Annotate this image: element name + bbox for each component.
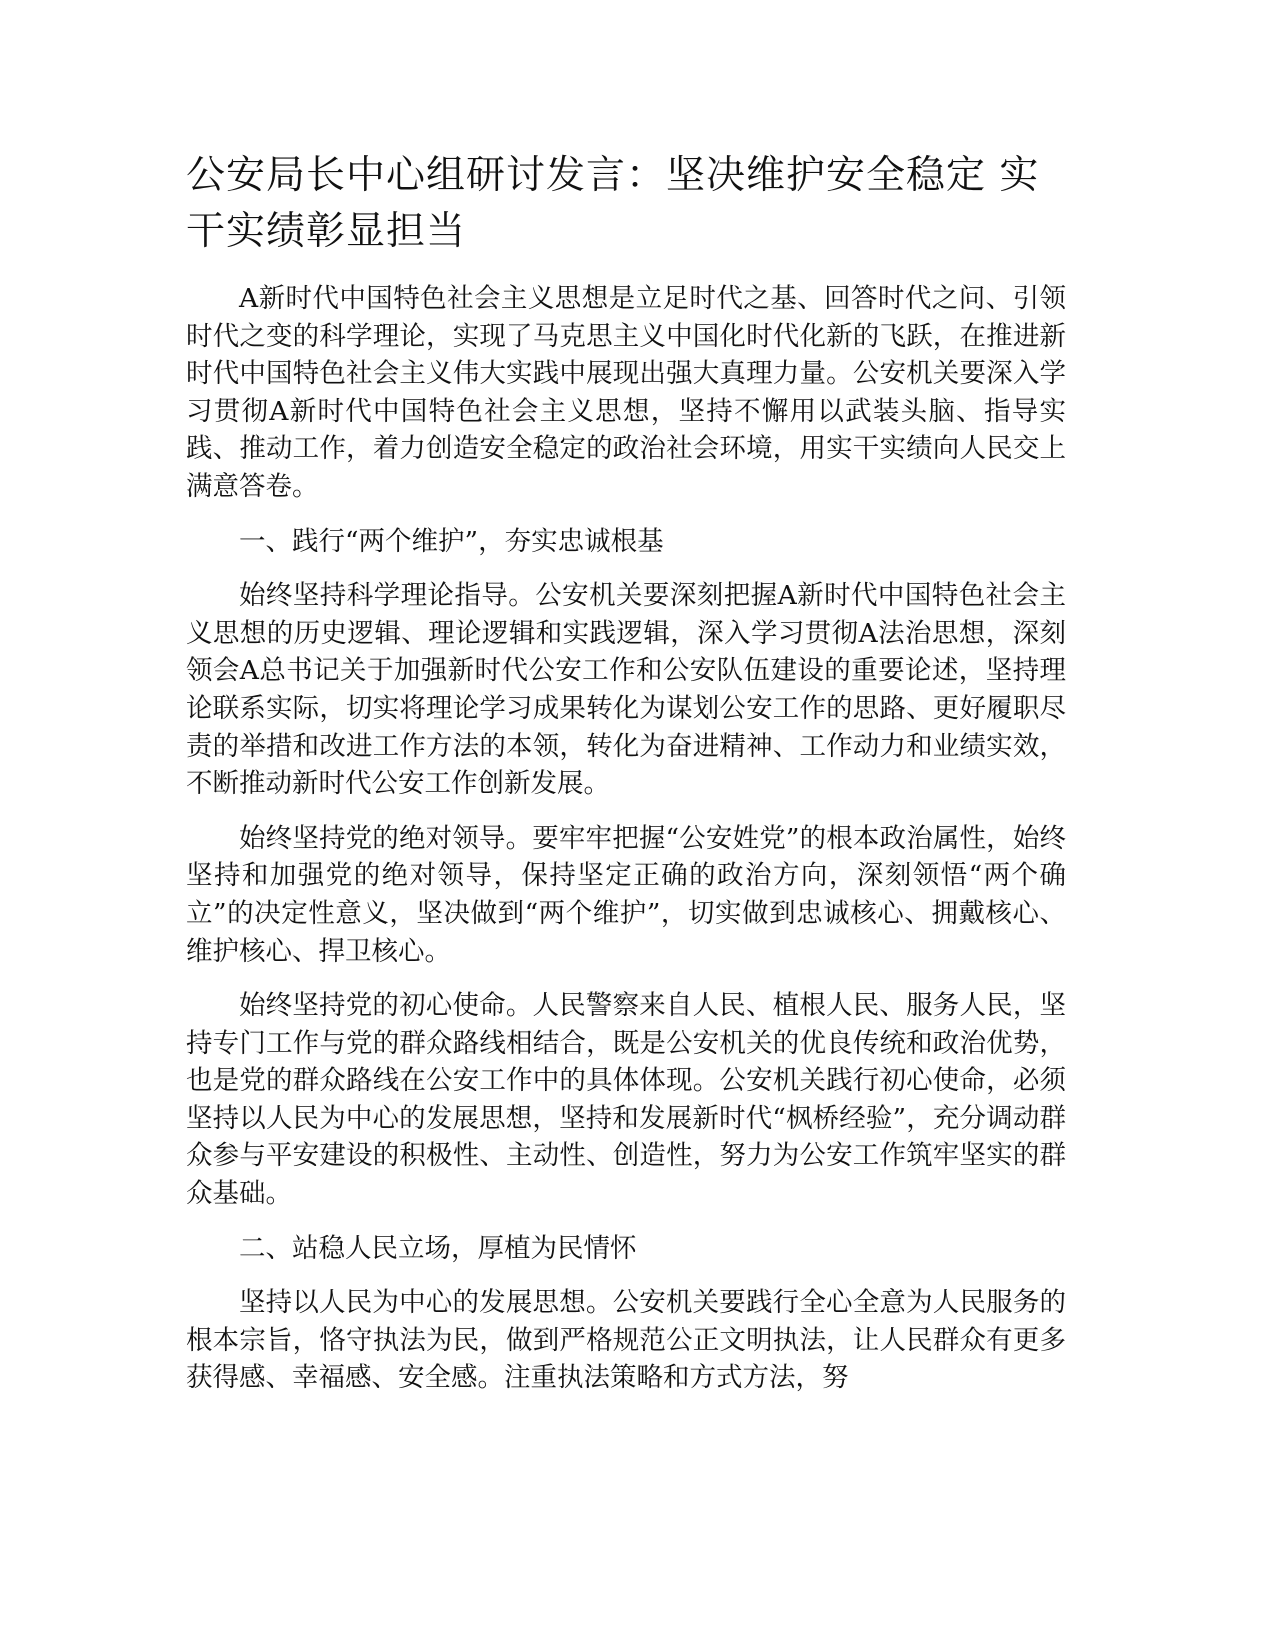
paragraph-people-centered: 坚持以人民为中心的发展思想。公安机关要践行全心全意为人民服务的根本宗旨，恪守执法为民，做到严格规范公正文明执法，让人民群众有更多获得感、幸福感、安全感。注重执法策略和方式方法，努 [186, 1287, 1066, 1394]
paragraph-leadership: 始终坚持党的绝对领导。要牢牢把握“公安姓党”的根本政治属性，始终坚持和加强党的绝对领导，保持坚定正确的政治方向，深刻领悟“两个确立”的决定性意义，坚决做到“两个维护”，切实做到忠诚核心、拥戴核心、维护核心、捍卫核心。 [186, 822, 1066, 967]
paragraph-mission: 始终坚持党的初心使命。人民警察来自人民、植根人民、服务人民，坚持专门工作与党的群众路线相结合，既是公安机关的优良传统和政治优势，也是党的群众路线在公安工作中的具体体现。公安机关践行初心使命，必须坚持以人民为中心的发展思想，坚持和发展新时代“枫桥经验”，充分调动群众参与平安建设的积极性、主动性、创造性，努力为公安工作筑牢坚实的群众基础。 [186, 990, 1066, 1210]
document-page [186, 148, 1066, 1414]
document-title: 公安局长中心组研讨发言：坚决维护安全稳定 实干实绩彰显担当 [186, 153, 1040, 254]
section-heading-2: 二、站稳人民立场，厚植为民情怀 [239, 1232, 637, 1264]
section-heading-1: 一、践行“两个维护”，夯实忠诚根基 [239, 525, 664, 557]
paragraph-theory: 始终坚持科学理论指导。公安机关要深刻把握A新时代中国特色社会主义思想的历史逻辑、理论逻辑和实践逻辑，深入学习贯彻A法治思想，深刻领会A总书记关于加强新时代公安工作和公安队伍建设的重要论述，坚持理论联系实际，切实将理论学习成果转化为谋划公安工作的思路、更好履职尽责的举措和改进工作方法的本领，转化为奋进精神、工作动力和业绩实效，不断推动新时代公安工作创新发展。 [186, 580, 1066, 800]
paragraph-intro: A新时代中国特色社会主义思想是立足时代之基、回答时代之问、引领时代之变的科学理论，实现了马克思主义中国化时代化新的飞跃，在推进新时代中国特色社会主义伟大实践中展现出强大真理力量。公安机关要深入学习贯彻A新时代中国特色社会主义思想，坚持不懈用以武装头脑、指导实践、推动工作，着力创造安全稳定的政治社会环境，用实干实绩向人民交上满意答卷。 [186, 283, 1066, 502]
